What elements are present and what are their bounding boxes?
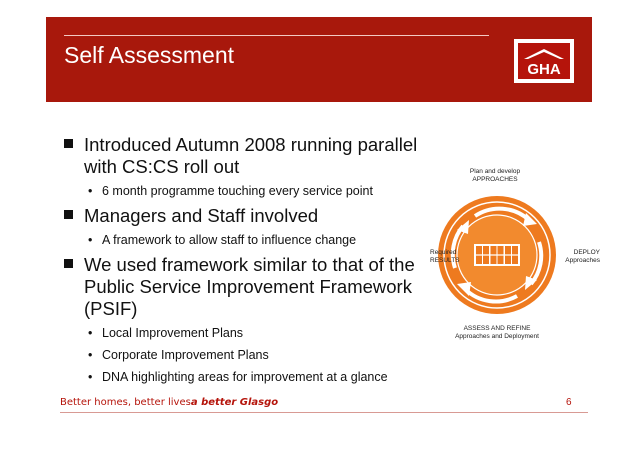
dot-bullet-icon: • [88,233,93,247]
bullet-item: We used framework similar to that of the Public Service Improvement Framework (PSIF) [62,254,432,320]
dot-bullet-icon: • [88,370,93,384]
sub-bullet-item: • 6 month programme touching every service point [88,184,373,198]
footer-tagline: Better homes, better livesa better Glasgo [60,397,279,408]
dot-bullet-icon: • [88,326,93,340]
footer-rule [60,412,588,413]
diagram-label-bottom-2: Approaches and Deployment [455,333,539,340]
sub-bullet-item: • Corporate Improvement Plans [88,348,269,362]
diagram-label-left-2: RESULTS [430,257,460,264]
title-rule [64,35,489,36]
sub-bullet-item: • DNA highlighting areas for improvement at a glance [88,370,388,384]
diagram-label-right-1: DEPLOY [573,249,600,256]
diagram-label-top-1: Plan and develop [469,168,521,175]
radar-cycle-diagram [425,158,605,348]
sub-bullet-item: • A framework to allow staff to influence change [88,233,357,247]
page-number: 6 [566,397,572,408]
bullet-list [62,134,432,385]
slide-title: Self Assessment [64,42,235,68]
bullet-item: Introduced Autumn 2008 running parallel with CS:CS roll out [62,134,432,178]
gha-logo [514,39,574,83]
square-bullet-icon [64,259,73,268]
sub-bullet-item: • Local Improvement Plans [88,326,244,340]
logo-text: GHA [527,61,561,78]
dot-bullet-icon: • [88,348,93,362]
title-banner [46,17,592,102]
diagram-label-left-1: Required [430,249,457,256]
square-bullet-icon [64,210,73,219]
diagram-label-top-2: APPROACHES [472,176,518,183]
square-bullet-icon [64,139,73,148]
dot-bullet-icon: • [88,184,93,198]
diagram-label-bottom-1: ASSESS AND REFINE [463,325,531,332]
bullet-item: Managers and Staff involved [62,205,432,227]
diagram-label-right-2: Approaches [565,257,600,264]
